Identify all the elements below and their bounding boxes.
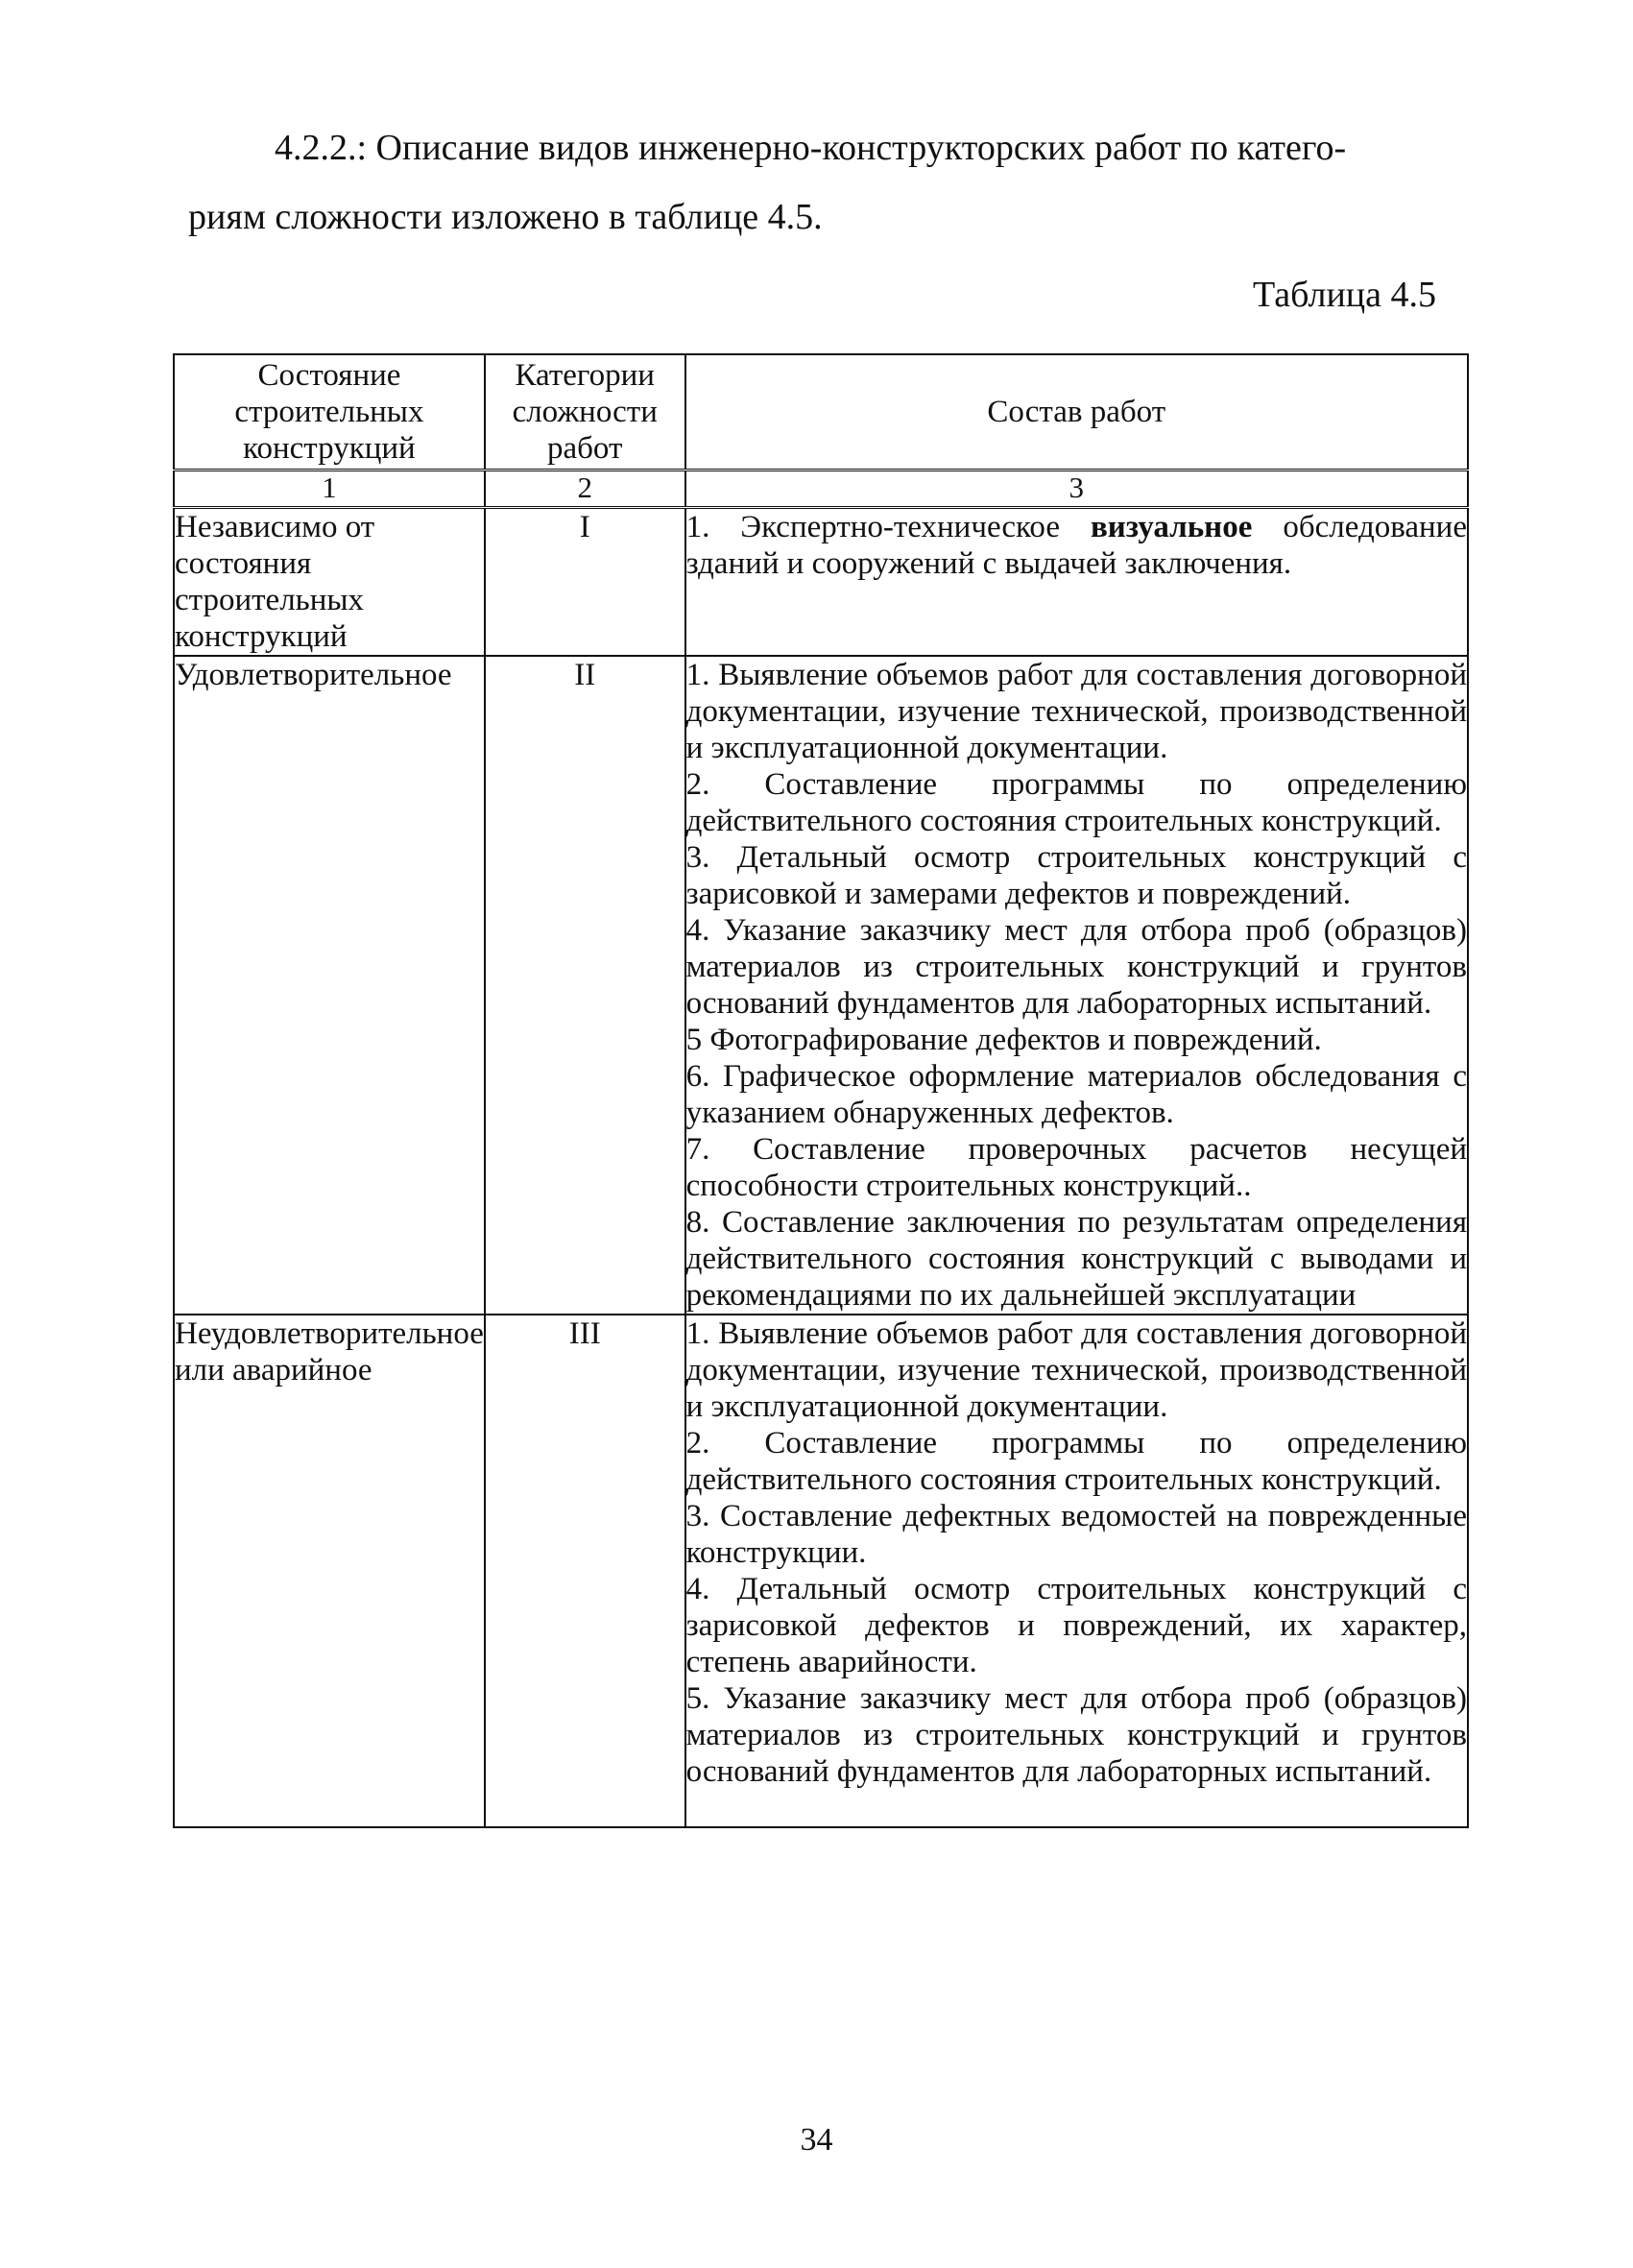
intro-line-2: риям сложности изложено в таблице 4.5.	[188, 197, 823, 237]
work-categories-table	[173, 353, 1469, 1828]
works-cell	[685, 508, 1468, 657]
state-cell: Неудовлетворительное или аварийное	[174, 1315, 485, 1827]
work-item: 4. Указание заказчику мест для отбора проб (образцов) материалов из строительных конструкций и грунтов оснований фундаментов для лабораторных испытаний.	[685, 913, 1467, 1021]
work-item: 5. Указание заказчику мест для отбора проб (образцов) материалов из строительных конструкций и грунтов оснований фундаментов для лабораторных испытаний.	[685, 1681, 1467, 1789]
table-row	[174, 508, 1468, 657]
work-item: 3. Составление дефектных ведомостей на поврежденные конструкции.	[685, 1499, 1467, 1570]
header-category	[485, 354, 685, 470]
category-cell: II	[485, 656, 685, 1315]
intro-line-1: 4.2.2.: Описание видов инженерно-конструкторских работ по катего-	[275, 128, 1347, 168]
work-item: 8. Составление заключения по результатам определения действительного состояния конструкций с выводами и рекомендациями по их дальнейшей эксплуатации	[685, 1205, 1467, 1313]
work-item: 1. Экспертно-техническое визуальное обследование зданий и сооружений с выдачей заключения.	[685, 510, 1467, 581]
work-item: 5 Фотографирование дефектов и повреждений.	[685, 1023, 1322, 1057]
works-cell	[685, 656, 1468, 1315]
intro-paragraph	[188, 113, 1446, 252]
emphasized-word: визуальное	[1090, 510, 1253, 544]
column-number: 3	[685, 470, 1468, 508]
work-item: 1. Выявление объемов работ для составления договорной документации, изучение технической, производственной и эксплуатационной документации.	[685, 658, 1467, 765]
header-category-label: Категории сложности работ	[512, 358, 658, 466]
table-row	[174, 656, 1468, 1315]
work-item: 7. Составление проверочных расчетов несущей способности строительных конструкций..	[685, 1132, 1467, 1203]
header-state-label: Состояние строительных конструкций	[234, 358, 424, 466]
work-item: 4. Детальный осмотр строительных конструкций с зарисовкой дефектов и повреждений, их характер, степень аварийности.	[685, 1572, 1467, 1679]
category-cell: I	[485, 508, 685, 657]
state-cell: Удовлетворительное	[174, 656, 485, 1315]
table-row	[174, 1315, 1468, 1827]
page-number: 34	[800, 2122, 833, 2158]
header-works-label: Состав работ	[987, 395, 1166, 429]
header-works	[685, 354, 1468, 470]
work-item: 1. Выявление объемов работ для составления договорной документации, изучение технической, производственной и эксплуатационной документации.	[685, 1316, 1467, 1424]
work-item: 6. Графическое оформление материалов обследования с указанием обнаруженных дефектов.	[685, 1059, 1467, 1130]
work-item: 2. Составление программы по определению действительного состояния строительных конструкций.	[685, 767, 1467, 838]
work-item: 2. Составление программы по определению действительного состояния строительных конструкций.	[685, 1426, 1467, 1497]
column-number-row	[174, 470, 1468, 508]
work-item: 3. Детальный осмотр строительных конструкций с зарисовкой и замерами дефектов и повреждений.	[685, 840, 1467, 911]
column-number: 1	[174, 470, 485, 508]
table-caption: Таблица 4.5	[1252, 275, 1436, 315]
works-cell	[685, 1315, 1468, 1827]
state-cell: Независимо от состояния строительных конструкций	[174, 508, 485, 657]
table-header-row	[174, 354, 1468, 470]
header-state	[174, 354, 485, 470]
column-number: 2	[485, 470, 685, 508]
category-cell: III	[485, 1315, 685, 1827]
